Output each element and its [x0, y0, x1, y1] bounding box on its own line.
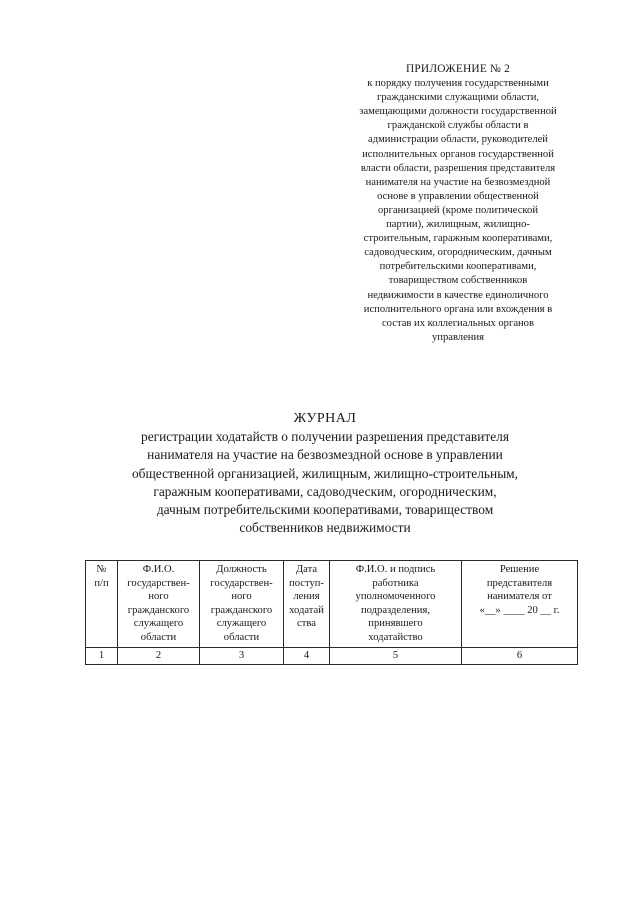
- journal-subtitle-line: общественной организацией, жилищным, жилищно-строительным,: [131, 465, 519, 481]
- column-number-cell: 6: [462, 647, 578, 665]
- header-line: №: [96, 564, 107, 575]
- appendix-text: [318, 77, 598, 345]
- header-line: государствен-: [210, 577, 273, 589]
- appendix-line: организацией (кроме политической: [378, 204, 538, 216]
- appendix-line: исполнительных органов государственной: [362, 148, 554, 160]
- header-full-name: [118, 561, 200, 648]
- header-line: Решение: [499, 564, 540, 575]
- journal-subtitle-line: регистрации ходатайств о получении разрешения представителя: [141, 429, 509, 445]
- header-line: ления: [293, 591, 320, 603]
- appendix-line: основе в управлении общественной: [377, 190, 539, 202]
- header-line: п/п: [94, 577, 109, 589]
- appendix-block: [318, 62, 598, 345]
- header-receiver: [330, 561, 462, 648]
- appendix-line: гражданскими служащими области,: [376, 92, 540, 104]
- appendix-line: к порядку получения государственными: [367, 78, 549, 90]
- header-line: нанимателя от: [487, 591, 552, 603]
- column-number-cell: 3: [200, 647, 284, 665]
- journal-subtitle-line: собственников недвижимости: [239, 520, 411, 536]
- header-decision: [462, 561, 578, 648]
- header-line: ходатай: [289, 604, 324, 616]
- column-number-cell: 2: [118, 647, 200, 665]
- header-line: ного: [148, 591, 169, 603]
- appendix-line: строительным, гаражным кооперативами,: [363, 233, 553, 245]
- journal-subtitle-line: дачным потребительскими кооперативами, товариществом: [156, 502, 494, 518]
- appendix-line: гражданской службы области в: [387, 120, 529, 132]
- appendix-line: замещающими должности государственной: [359, 106, 557, 118]
- header-number: [86, 561, 118, 648]
- header-line: уполномоченного: [355, 591, 436, 603]
- appendix-line: нанимателя на участие на безвозмездной: [365, 176, 551, 188]
- appendix-line: недвижимости в качестве единоличного: [367, 289, 549, 301]
- register-table: [85, 560, 578, 665]
- header-line: ного: [231, 591, 252, 603]
- column-number-cell: 5: [330, 647, 462, 665]
- appendix-line: администрации области, руководителей: [368, 134, 548, 146]
- header-line: «__» ____ 20 __ г.: [479, 604, 560, 616]
- header-line: ходатайство: [368, 631, 423, 643]
- journal-title: ЖУРНАЛ: [293, 411, 357, 426]
- appendix-line: исполнительного органа или вхождения в: [363, 303, 553, 315]
- header-line: области: [140, 631, 177, 643]
- appendix-line: садоводческим, огородническим, дачным: [364, 247, 552, 259]
- header-line: гражданского: [210, 604, 273, 616]
- header-line: Дата: [295, 564, 318, 575]
- header-line: Должность: [216, 564, 267, 575]
- header-line: государствен-: [127, 577, 190, 589]
- header-line: принявшего: [368, 618, 423, 630]
- column-number-cell: 4: [284, 647, 330, 665]
- header-line: ства: [297, 618, 316, 630]
- table-header-row: [86, 561, 578, 648]
- appendix-line: состав их коллегиальных органов: [381, 317, 534, 329]
- header-position: [200, 561, 284, 648]
- table-row: [86, 647, 578, 665]
- appendix-line: управления: [431, 331, 485, 343]
- journal-subtitle-line: нанимателя на участие на безвозмездной основе в управлении: [147, 447, 503, 463]
- header-line: служащего: [216, 618, 267, 630]
- header-receipt-date: [284, 561, 330, 648]
- header-line: области: [223, 631, 260, 643]
- header-line: гражданского: [127, 604, 190, 616]
- header-line: служащего: [133, 618, 184, 630]
- header-line: Ф.И.О. и подпись: [355, 564, 436, 575]
- column-number-cell: 1: [86, 647, 118, 665]
- header-line: представителя: [486, 577, 553, 589]
- header-line: поступ-: [289, 577, 324, 589]
- appendix-line: власти области, разрешения представителя: [360, 162, 556, 174]
- header-line: Ф.И.О.: [142, 564, 175, 575]
- header-line: подразделения,: [361, 604, 430, 616]
- header-line: работника: [372, 577, 419, 589]
- appendix-title: ПРИЛОЖЕНИЕ № 2: [405, 63, 511, 75]
- appendix-line: товариществом собственников: [388, 275, 528, 287]
- appendix-line: партии), жилищным, жилищно-: [386, 219, 530, 231]
- appendix-line: потребительскими кооперативами,: [379, 261, 537, 273]
- journal-heading: [60, 410, 590, 537]
- journal-subtitle-line: гаражным кооперативами, садоводческим, огородническим,: [153, 483, 497, 499]
